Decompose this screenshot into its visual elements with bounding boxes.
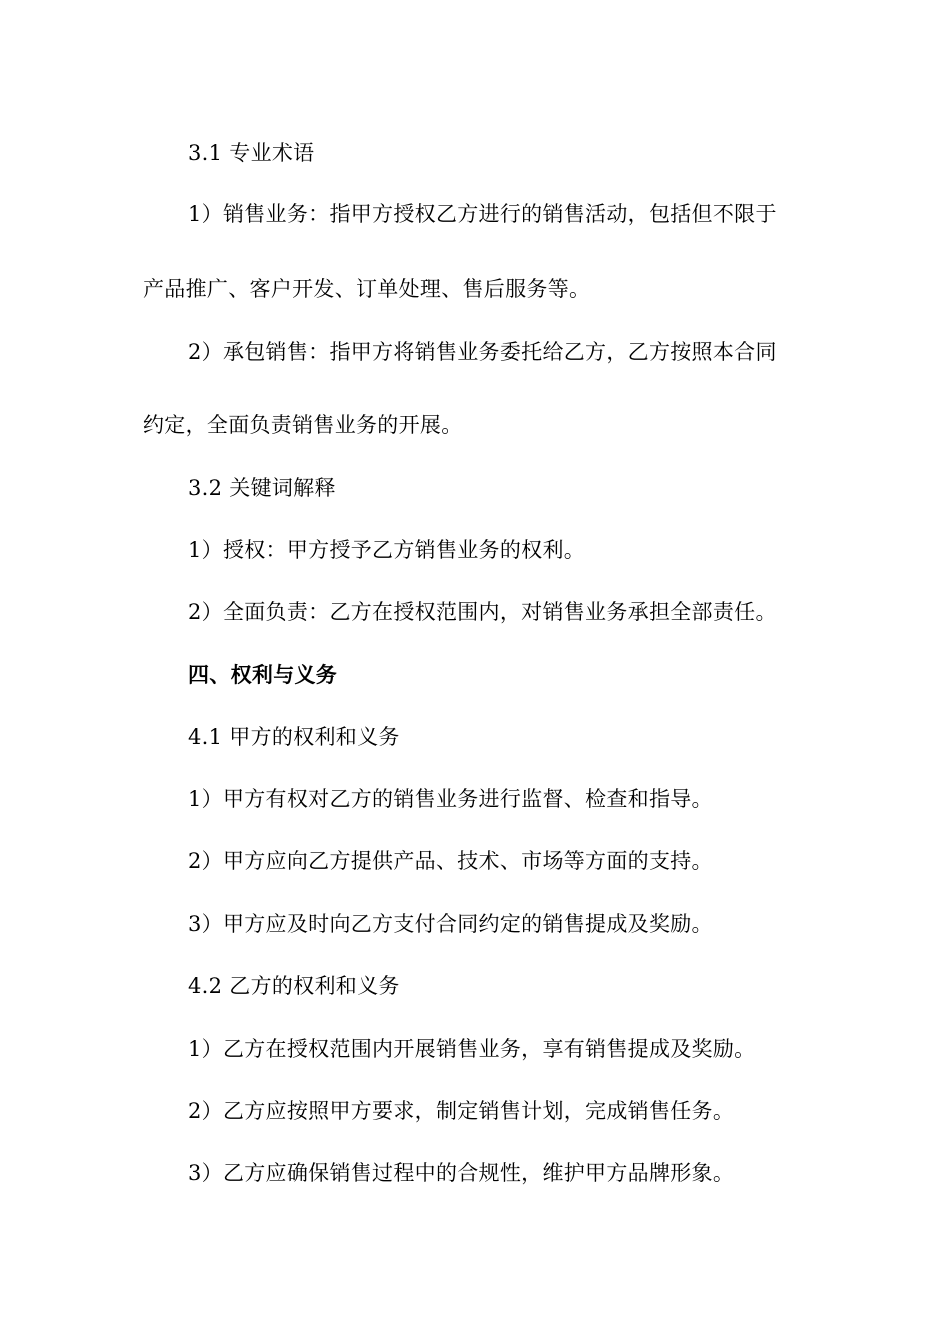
party-b-item-2: 2）乙方应按照甲方要求，制定销售计划，完成销售任务。 (188, 1099, 735, 1123)
section-4-2-title: 4.2 乙方的权利和义务 (188, 974, 400, 998)
keyword-authorization: 1）授权：甲方授予乙方销售业务的权利。 (188, 538, 586, 562)
party-a-item-2: 2）甲方应向乙方提供产品、技术、市场等方面的支持。 (188, 849, 713, 873)
party-b-item-3: 3）乙方应确保销售过程中的合规性，维护甲方品牌形象。 (188, 1161, 735, 1185)
term-contract-sales-line-2: 约定，全面负责销售业务的开展。 (143, 413, 463, 437)
section-3-2-title: 3.2 关键词解释 (188, 476, 336, 500)
term-sales-business-line-2: 产品推广、客户开发、订单处理、售后服务等。 (143, 277, 591, 301)
party-a-item-3: 3）甲方应及时向乙方支付合同约定的销售提成及奖励。 (188, 912, 713, 936)
keyword-full-responsibility: 2）全面负责：乙方在授权范围内，对销售业务承担全部责任。 (188, 600, 777, 624)
party-b-item-1: 1）乙方在授权范围内开展销售业务，享有销售提成及奖励。 (188, 1037, 756, 1061)
term-contract-sales-line-1: 2）承包销售：指甲方将销售业务委托给乙方，乙方按照本合同 (188, 340, 777, 364)
section-3-1-title: 3.1 专业术语 (188, 141, 315, 165)
section-4-1-title: 4.1 甲方的权利和义务 (188, 725, 400, 749)
party-a-item-1: 1）甲方有权对乙方的销售业务进行监督、检查和指导。 (188, 787, 713, 811)
chapter-4-heading: 四、权利与义务 (188, 662, 338, 687)
term-sales-business-line-1: 1）销售业务：指甲方授权乙方进行的销售活动，包括但不限于 (188, 202, 777, 226)
